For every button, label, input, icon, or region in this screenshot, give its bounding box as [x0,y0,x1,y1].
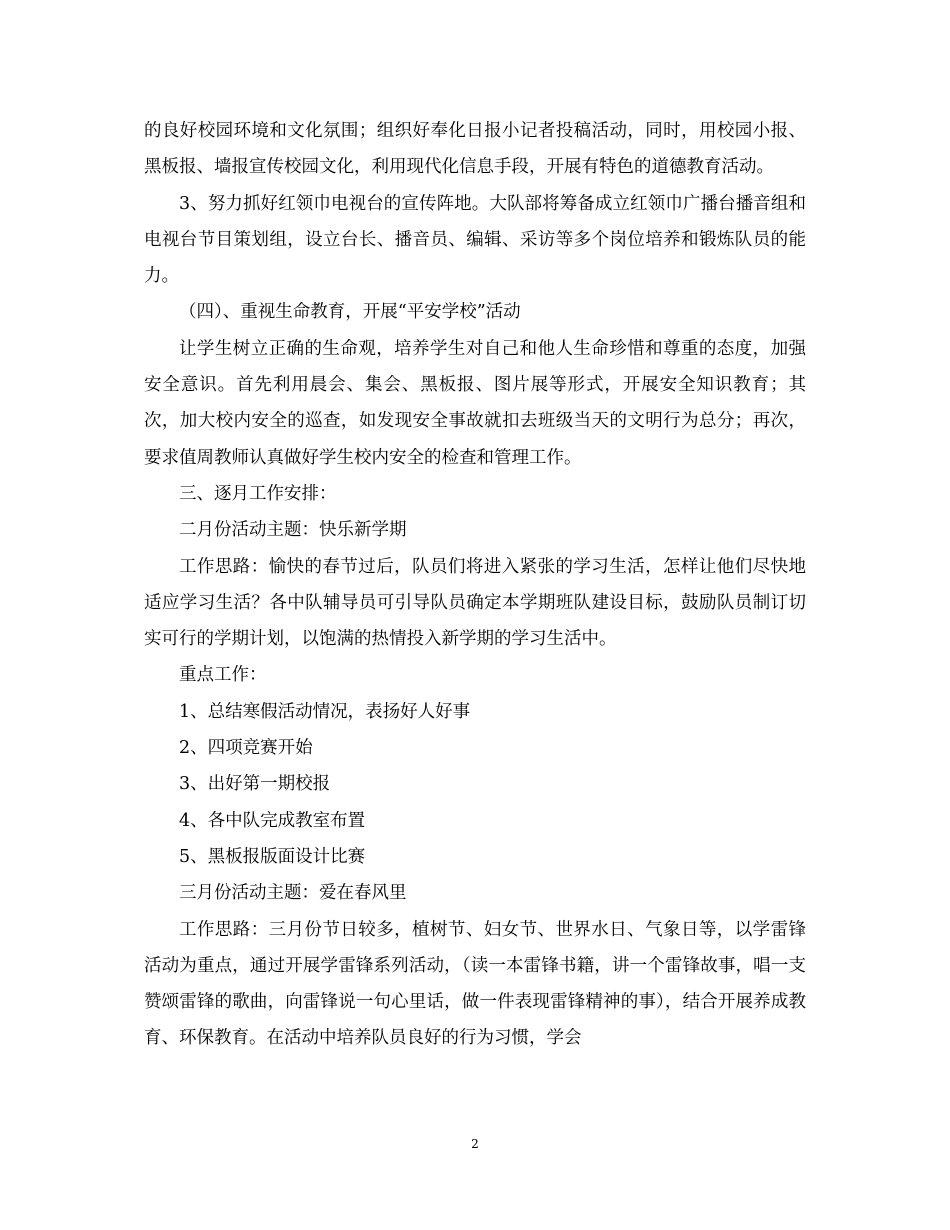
list-item: 4、各中队完成教室布置 [179,810,366,831]
list-item: 3、出好第一期校报 [179,774,331,795]
list-item: 5、黑板报版面设计比赛 [179,846,366,867]
document-body [144,113,806,1057]
february-approach: 工作思路：愉快的春节过后，队员们将进入紧张的学习生活，怎样让他们尽快地适应学习生活？各中队辅导员可引导队员确定本学期班队建设目标，鼓励队员制订切实可行的学期计划，以饱满的热情投入新学期的学习生活中。 [144,556,806,650]
march-approach: 工作思路：三月份节日较多，植树节、妇女节、世界水日、气象日等，以学雷锋活动为重点，通过开展学雷锋系列活动，（读一本雷锋书籍，讲一个雷锋故事，唱一支赞颂雷锋的歌曲，向雷锋说一句心里话，做一件表现雷锋精神的事），结合开展养成教育、环保教育。在活动中培养队员良好的行为习惯，学会 [144,919,806,1049]
paragraph-continuation: 的良好校园环境和文化氛围；组织好奉化日报小记者投稿活动，同时，用校园小报、黑板报、墙报宣传校园文化，利用现代化信息手段，开展有特色的道德教育活动。 [144,121,806,178]
section-heading-monthly: 三、逐月工作安排： [179,483,337,504]
key-work-heading: 重点工作： [179,665,267,686]
page-number: 2 [471,1137,479,1151]
list-item: 1、总结寒假活动情况，表扬好人好事 [179,701,471,722]
paragraph-radio-tv: 3、努力抓好红领巾电视台的宣传阵地。大队部将筹备成立红领巾广播台播音组和电视台节目策划组，设立台长、播音员、编辑、采访等多个岗位培养和锻炼队员的能力。 [144,193,806,287]
list-item: 2、四项竞赛开始 [179,738,313,759]
section-heading-safety: （四）、重视生命教育，开展“平安学校”活动 [179,302,521,323]
paragraph-safety: 让学生树立正确的生命观，培养学生对自己和他人生命珍惜和尊重的态度，加强安全意识。首先利用晨会、集会、黑板报、图片展等形式，开展安全知识教育；其次，加大校内安全的巡查，如发现安全事故就扣去班级当天的文明行为总分；再次，要求值周教师认真做好学生校内安全的检查和管理工作。 [144,338,806,468]
march-theme: 三月份活动主题：爱在春风里 [179,883,407,904]
february-theme: 二月份活动主题：快乐新学期 [179,520,407,541]
